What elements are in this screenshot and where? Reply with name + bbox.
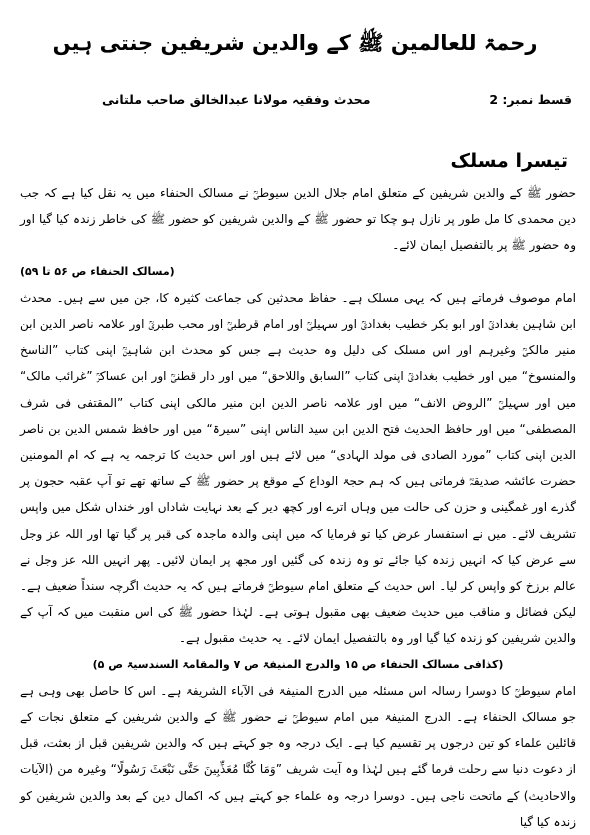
episode-number: قسط نمبر: 2 [489, 92, 572, 107]
author-name: محدث وفقیہ مولانا عبدالخالق صاحب ملتانی [102, 92, 371, 107]
paragraph-3: امام سیوطیؒ کا دوسرا رسالہ اس مسئلہ میں الدرج المنیفۃ فی الآباء الشریفۃ ہے۔ اس کا حاصل بھی وہی ہے جو مسالک الحنفاء ہے۔ الدرج المنیفۃ میں امام سیوطیؒ نے حضور ﷺ کے والدین شریفین کے متعلق نجات کے قائلین علماء کو تین درجوں پر تقسیم کیا ہے۔ ایک درجہ وہ جو کہتے ہیں کہ والدین شریفین قبل از بعثت، قبل از دعوت دنیا سے رحلت فرما گئے ہیں لہٰذا وہ آیت شریف ”وَمَا كُنَّا مُعَذِّبِينَ حَتَّى نَبْعَثَ رَسُولًا“ وغیرہ من (الآیات والاحادیث) کے ماتحت ناجی ہیں۔ دوسرا درجہ وہ علماء جو کہتے ہیں کہ اکمال دین کے بعد والدین شریفین کو زندہ کیا گیا [20, 683, 576, 829]
paragraph-1: حضور ﷺ کے والدین شریفین کے متعلق امام جلال الدین سیوطیؒ نے مسالک الحنفاء میں یہ نقل کیا ہے کہ جب دین محمدی کا مل طور پر نازل ہو چکا تو حضور ﷺ کے والدین شریفین کو حضور ﷺ کی خاطر زندہ کیا گیا اور وہ حضور ﷺ پر بالتفصیل ایمان لائے۔ [20, 186, 576, 253]
reference-1: (مسالک الحنفاء ص ۵۶ تا ۵۹) [20, 264, 175, 278]
reference-2: (کذافی مسالک الحنفاء ص ۱۵ والدرج المنیفۃ ص ۷ والمقامۃ السندسیۃ ص ۵) [92, 657, 504, 671]
paragraph-2: امام موصوف فرماتے ہیں کہ یہی مسلک ہے۔ حفاظ محدثین کی جماعت کثیرہ کا، جن میں سے ہیں۔ محدث ابن شاہین بغدادیؒ اور ابو بکر خطیب بغدادیؒ اور سہیلیؒ اور امام قرطبیؒ اور محب طبریؒ اور علامہ ناصر الدین ابن منیر مالکیؒ وغیرہم اور اس مسلک کی دلیل وہ حدیث ہے جس کو محدث ابن شاہینؒ اپنی کتاب ”الناسخ والمنسوخ“ میں اور خطیب بغدادیؒ اپنی کتاب ”السابق واللاحق“ میں اور دار قطنیؒ اور ابن عساکرؒ ”غرائب مالک“ میں اور سہیلیؒ ”الروض الانف“ میں اور علامہ ناصر الدین ابن منیر مالکی اپنی کتاب ”المقتفی فی شرف المصطفی“ میں اور حافظ الحدیث فتح الدین ابن سید الناس اپنی ”سیرۃ“ میں اور حافظ شمس الدین بن ناصر الدین اپنی کتاب ”مورد الصادی فی مولد الہادی“ میں لائے ہیں اور اس حدیث کا ترجمہ یہ ہے کہ ام المومنین حضرت عائشہ صدیقہؓ فرماتی ہیں کہ ہم حجۃ الوداع کے موقع پر حضور ﷺ کے ساتھ تھے تو آپ عقبہ حجون پر گذرے اور غمگینی و حزن کی حالت میں وہاں اترے اور کچھ دیر کے بعد نہایت شاداں اور خنداں شکل میں واپس تشریف لائے۔ میں نے استفسار عرض کیا تو فرمایا کہ میں اپنی والدہ ماجدہ کی قبر پر گیا تھا اور اللہ عز وجل سے عرض کیا کہ انہیں زندہ کیا جائے تو وہ زندہ کی گئیں اور مجھ پر ایمان لائیں۔ پھر انہیں اللہ عز وجل نے عالم برزخ کو واپس کر لیا۔ اس حدیث کے متعلق امام سیوطیؒ فرماتے ہیں کہ یہ حدیث اگرچہ سنداً ضعیف ہے۔ لیکن فضائل و مناقب میں حدیث ضعیف بھی مقبول ہوتی ہے۔ لہٰذا حضور ﷺ کی اس منقبت میں کہ آپ کے والدین شریفین کو زندہ کیا گیا اور وہ بالتفصیل ایمان لائے۔ یہ حدیث مقبول ہے۔ [20, 290, 576, 646]
page-title: رحمۃ للعالمین ﷺ کے والدین شریفین جنتی ہیں [52, 31, 538, 55]
section-heading: تیسرا مسلک [450, 150, 568, 172]
article-body [20, 180, 576, 835]
